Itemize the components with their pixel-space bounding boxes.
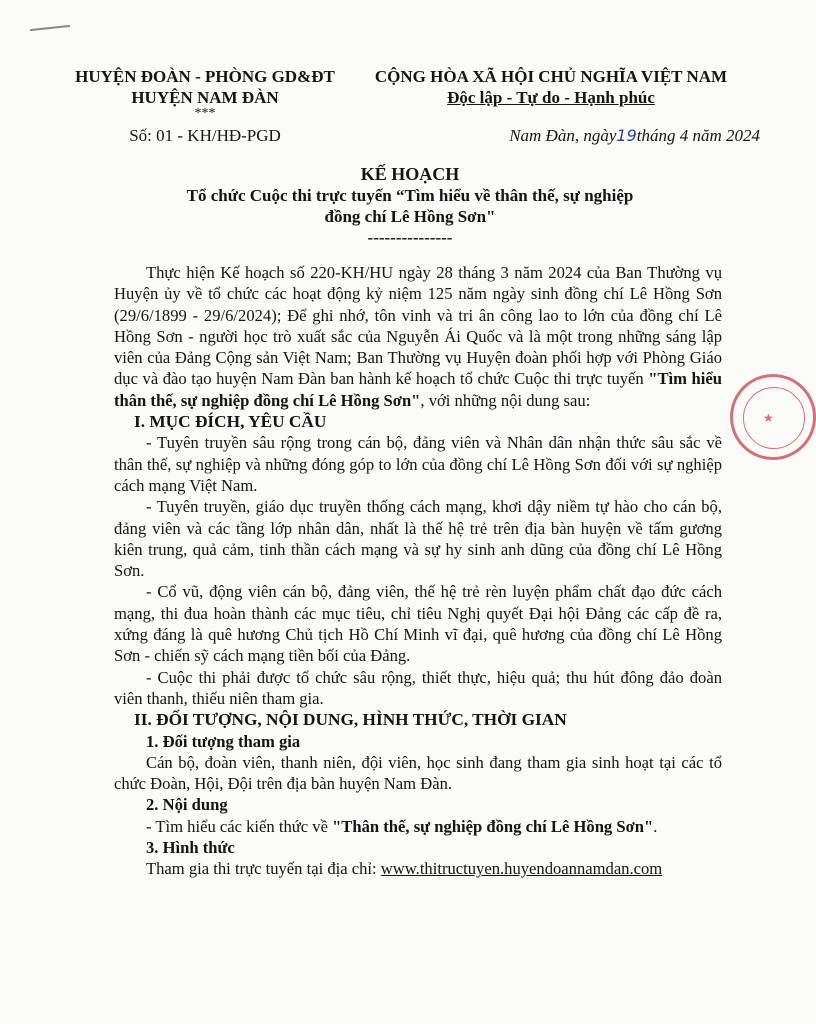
issuing-agency xyxy=(55,66,355,120)
document-header xyxy=(0,66,768,156)
stamp-star-icon: ★ xyxy=(763,411,774,425)
national-motto: Độc lập - Tự do - Hạnh phúc xyxy=(447,88,655,107)
national-title xyxy=(348,66,754,108)
intro-text: Thực hiện Kế hoạch số 220-KH/HU ngày 28 tháng 3 năm 2024 của Ban Thường vụ Huyện ủy về tổ chức các hoạt động kỷ niệm 125 năm ngày sinh đồng chí Lê Hồng Sơn (29/6/1899 - 29/6/2024); Để ghi nhớ, tôn vinh và tri ân công lao to lớn của đồng chí Lê Hồng Sơn - người học trò xuất sắc của Nguyễn Ái Quốc và là một trong những sáng lập viên của Đảng Cộng sản Việt Nam; Ban Thường vụ Huyện đoàn phối hợp với Phòng Giáo dục và đào tạo huyện Nam Đàn ban hành kế hoạch tổ chức Cuộc thi trực tuyến xyxy=(114,263,722,389)
subsection-2-heading: 2. Nội dung xyxy=(146,795,228,815)
title-sub-line-2: đồng chí Lê Hồng Sơn" xyxy=(324,207,496,226)
contest-name: "Tìm hiểu thân thế, sự nghiệp đồng chí Lê Hồng Sơn" xyxy=(114,369,722,410)
subsection-2-tail: . xyxy=(653,816,658,836)
agency-line-2: HUYỆN NAM ĐÀN xyxy=(131,88,279,107)
section-1-paragraph-3: - Cổ vũ, động viên cán bộ, đảng viên, thế hệ trẻ rèn luyện phẩm chất đạo đức cách mạng, thi đua hoàn thành các mục tiêu, chỉ tiêu Nghị quyết Đại hội Đảng các cấp đề ra, xứng đáng là quê hương Chủ tịch Hồ Chí Minh vĩ đại, quê hương của đồng chí Lê Hồng Sơn - chiến sỹ cách mạng tiền bối của Đảng. xyxy=(114,582,722,666)
section-1-paragraph-2: - Tuyên truyền, giáo dục truyền thống cách mạng, khơi dậy niềm tự hào cho cán bộ, đảng viên và các tầng lớp nhân dân, nhất là thế hệ trẻ trên địa bàn huyện về tấm gương kiên trung, quả cảm, tinh thần cách mạng và sự hy sinh anh dũng của đồng chí Lê Hồng Sơn. xyxy=(114,497,722,581)
subsection-1-text: Cán bộ, đoàn viên, thanh niên, đội viên, học sinh đang tham gia sinh hoạt tại các tổ chức Đoàn, Hội, Đội trên địa bàn huyện Nam Đàn. xyxy=(114,752,722,794)
agency-line-1: HUYỆN ĐOÀN - PHÒNG GD&ĐT xyxy=(75,67,335,86)
subsection-2-text xyxy=(114,816,722,837)
subsection-3-lead: Tham gia thi trực tuyến tại địa chỉ: xyxy=(146,859,381,879)
subsection-1-heading: 1. Đối tượng tham gia xyxy=(146,731,301,751)
handwritten-day: 19 xyxy=(616,126,637,145)
section-1-paragraph-1: - Tuyên truyền sâu rộng trong cán bộ, đảng viên và Nhân dân nhận thức sâu sắc về thân thế, sự nghiệp và những đóng góp to lớn của đồng chí Lê Hồng Sơn đối với sự nghiệp cách mạng Việt Nam. xyxy=(114,433,722,495)
subsection-3-heading: 3. Hình thức xyxy=(146,838,235,858)
scan-mark xyxy=(30,25,70,31)
document-date xyxy=(430,126,760,146)
official-stamp-icon xyxy=(730,374,816,460)
date-suffix: tháng 4 năm 2024 xyxy=(636,126,760,145)
subsection-3-text xyxy=(114,858,722,879)
section-2-heading: II. ĐỐI TƯỢNG, NỘI DUNG, HÌNH THỨC, THỜI GIAN xyxy=(134,710,567,730)
document-title xyxy=(150,164,670,248)
section-1-paragraph-4: - Cuộc thi phải được tổ chức sâu rộng, thiết thực, hiệu quả; thu hút đông đảo đoàn viên thanh, thiếu niên tham gia. xyxy=(114,667,722,708)
section-1-heading: I. MỤC ĐÍCH, YÊU CẦU xyxy=(134,412,327,432)
intro-tail: , với những nội dung sau: xyxy=(420,390,591,410)
document-number: Số: 01 - KH/HĐ-PGD xyxy=(129,126,281,145)
title-main: KẾ HOẠCH xyxy=(360,164,460,184)
date-prefix: Nam Đàn, ngày xyxy=(509,126,617,145)
national-name: CỘNG HÒA XÃ HỘI CHỦ NGHĨA VIỆT NAM xyxy=(374,67,728,86)
stamp-inner-ring xyxy=(743,387,805,449)
intro-paragraph xyxy=(114,262,722,411)
agency-stars: *** xyxy=(194,106,216,121)
title-sub-line-1: Tổ chức Cuộc thi trực tuyến “Tìm hiểu về thân thế, sự nghiệp xyxy=(186,186,634,205)
subsection-2-topic: "Thân thế, sự nghiệp đồng chí Lê Hồng Sơn" xyxy=(332,816,654,836)
subsection-2-lead: - Tìm hiểu các kiến thức về xyxy=(146,816,333,836)
title-separator: --------------- xyxy=(367,228,453,247)
contest-website-link[interactable]: www.thitructuyen.huyendoannamdan.com xyxy=(380,859,663,879)
document-body xyxy=(114,262,722,880)
